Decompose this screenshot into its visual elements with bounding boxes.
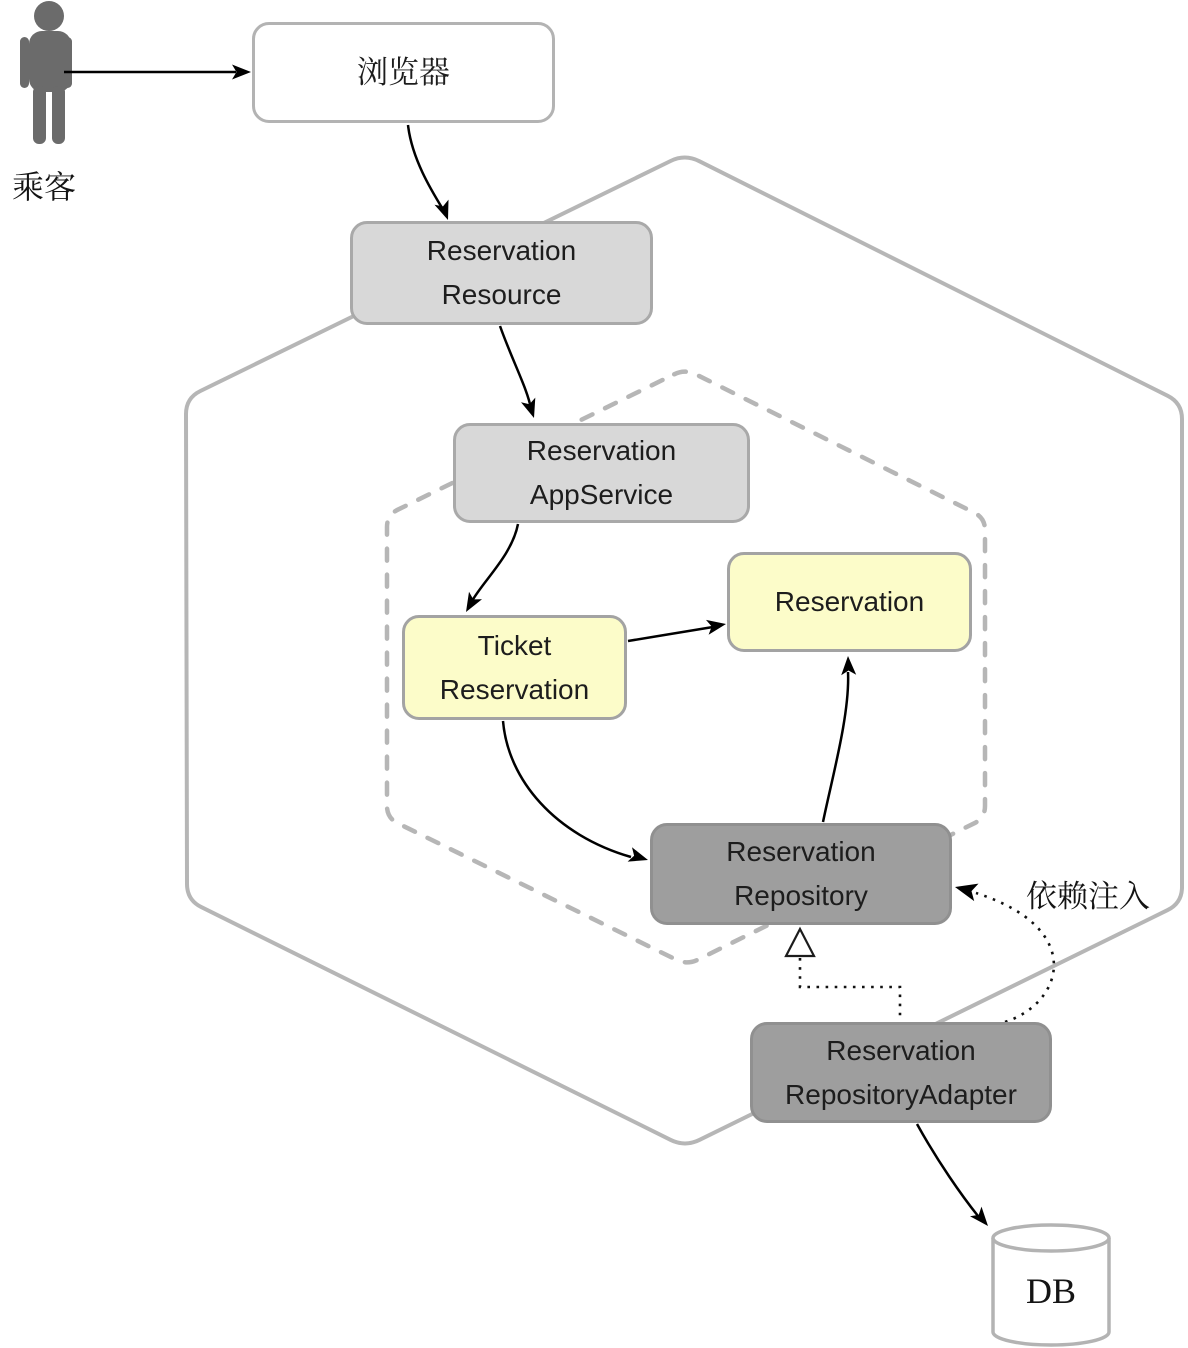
node-ticket-reservation <box>402 615 627 720</box>
arrow-passenger-to-browser <box>64 65 251 80</box>
node-label-line: Resource <box>441 279 562 310</box>
db-label: DB <box>1025 1271 1076 1311</box>
arrow-browser-to-resource <box>408 125 449 220</box>
node-browser <box>252 22 555 123</box>
actor-label: 乘客 <box>11 169 76 205</box>
realization-link <box>786 929 900 1020</box>
arrow-resource-to-app-service <box>500 326 535 418</box>
node-label-line: Reservation <box>439 673 590 705</box>
dependency-injection-label: 依赖注入 <box>1026 879 1150 914</box>
node-reservation-app-service <box>453 423 750 523</box>
node-label-line: Repository <box>734 880 868 911</box>
node-reservation-repository-adapter <box>750 1022 1052 1123</box>
node-reservation-repository <box>650 823 952 925</box>
arrow-ticket-to-reservation <box>628 620 726 641</box>
node-reservation-resource <box>350 221 653 325</box>
node-browser-label: 浏览器 <box>357 54 450 90</box>
outer-hexagon <box>186 158 1182 1144</box>
node-reservation <box>727 552 972 652</box>
node-label-line: RepositoryAdapter <box>785 1078 1017 1110</box>
node-label-line: Ticket <box>477 629 552 661</box>
node-label-line: Reservation <box>426 235 577 266</box>
arrow-repository-to-reservation <box>823 656 856 822</box>
node-label-line: Reservation <box>526 435 677 466</box>
realization-triangle <box>786 929 814 956</box>
arrow-adapter-to-db <box>917 1124 988 1226</box>
node-label-line: Reservation <box>826 1034 976 1066</box>
node-label: Reservation <box>774 586 925 617</box>
node-label-line: Reservation <box>726 836 876 867</box>
arrow-app-service-to-ticket <box>466 524 518 612</box>
arrow-ticket-to-repository <box>503 721 648 862</box>
node-label-line: AppService <box>529 479 674 510</box>
